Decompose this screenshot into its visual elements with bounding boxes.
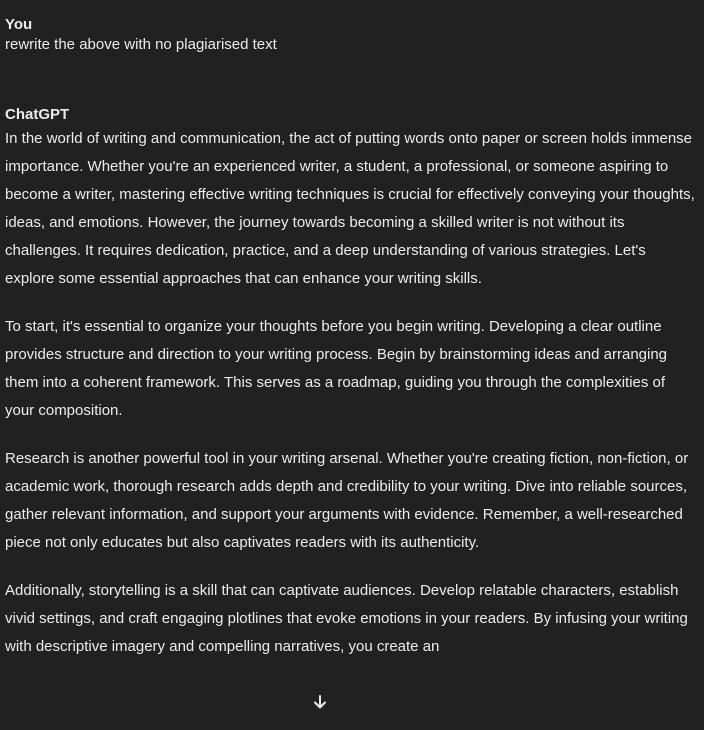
arrow-down-icon [312,694,328,710]
scroll-to-bottom-button[interactable] [306,688,334,716]
assistant-message-block [5,105,695,661]
user-message-block [5,15,695,55]
user-message-text: rewrite the above with no plagiarised text [5,36,277,53]
assistant-author-label: ChatGPT [5,106,70,123]
conversation-thread [5,15,695,681]
user-author-label: You [5,16,33,33]
assistant-paragraph: To start, it's essential to organize your thoughts before you begin writing. Developing a clear outline provides structure and direction to your writing process. Begin by brainstorming ideas and arranging them into a coherent framework. This serves as a roadmap, guiding you through the complexities of your composition. [5,318,668,419]
assistant-paragraph: In the world of writing and communication, the act of putting words onto paper or screen holds immense importance. Whether you're an experienced writer, a student, a professional, or someone aspiring to become a writer, mastering effective writing techniques is crucial for effectively conveying your thoughts, ideas, and emotions. However, the journey towards becoming a skilled writer is not without its challenges. It requires dedication, practice, and a deep understanding of various strategies. Let's explore some essential approaches that can enhance your writing skills. [5,130,695,287]
assistant-paragraph: Additionally, storytelling is a skill that can captivate audiences. Develop relatable characters, establish vivid settings, and craft engaging plotlines that evoke emotions in your readers. By infusing your writing with descriptive imagery and compelling narratives, you create an [5,582,688,655]
assistant-paragraph: Research is another powerful tool in your writing arsenal. Whether you're creating fiction, non-fiction, or academic work, thorough research adds depth and credibility to your writing. Dive into reliable sources, gather relevant information, and support your arguments with evidence. Remember, a well-researched piece not only educates but also captivates readers with its authenticity. [5,450,689,551]
